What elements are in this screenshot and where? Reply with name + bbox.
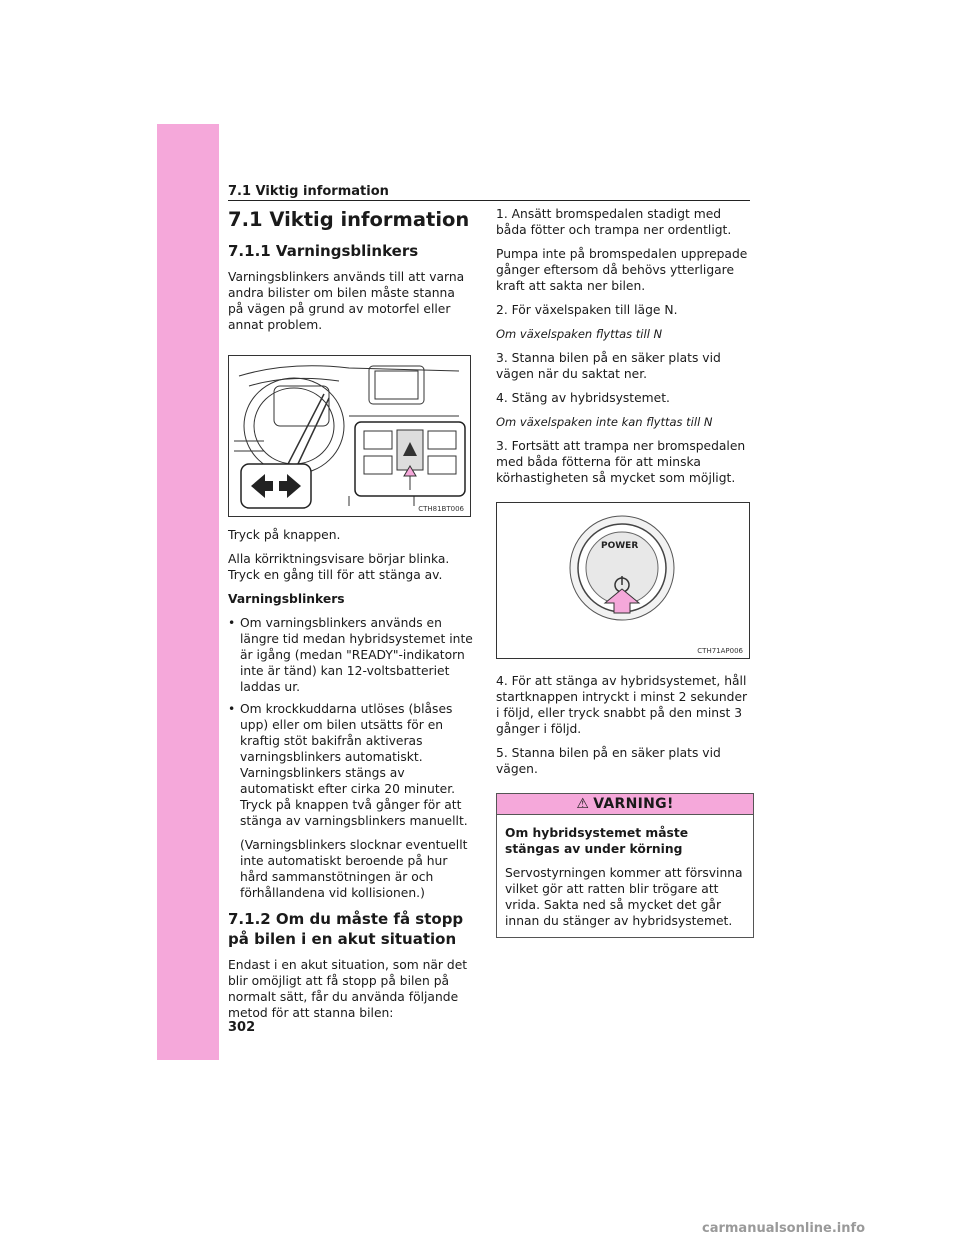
subsection-heading-emergency: 7.1.2 Om du måste få stopp på bilen i en akut situation	[228, 910, 464, 948]
step-1-note: Pumpa inte på bromspedalen upprepade gånger eftersom då behövs ytterligare kraft att sakta ner bilen.	[496, 247, 748, 293]
warning-header	[497, 794, 753, 815]
blink-instruction: Alla körriktningsvisare börjar blinka. Tryck en gång till för att stänga av.	[228, 552, 450, 582]
case-heading-not-n: Om växelspaken inte kan flyttas till N	[496, 415, 713, 429]
step-3-alt: 3. Fortsätt att trampa ner bromspedalen med båda fötterna för att minska körhastigheten så mycket som möjligt.	[496, 439, 746, 485]
warning-subtitle: Om hybridsystemet måste stängas av under körning	[505, 826, 689, 856]
warning-triangle-icon: ⚠	[576, 796, 590, 812]
hazard-button-figure	[228, 355, 471, 517]
power-button-figure	[496, 502, 750, 659]
warning-title: VARNING!	[593, 796, 674, 812]
subsection-heading-hazard: 7.1.1 Varningsblinkers	[228, 242, 419, 260]
step-2: 2. För växelspaken till läge N.	[496, 303, 678, 317]
emergency-intro: Endast i en akut situation, som när det blir omöjligt att få stopp på bilen på normalt sätt, får du använda följande metod för att stanna bilen:	[228, 958, 468, 1020]
press-instruction: Tryck på knappen.	[228, 528, 341, 542]
hazard-intro: Varningsblinkers används till att varna andra bilister om bilen måste stanna på vägen på grund av motorfel eller annat problem.	[228, 270, 465, 332]
power-button-illustration	[497, 503, 749, 658]
figure-code-label: CTH71AP006	[697, 647, 743, 655]
left-column	[228, 206, 473, 1029]
step-4-alt: 4. För att stänga av hybridsystemet, håll startknappen intryckt i minst 2 sekunder i följd, eller tryck snabbt på den minst 3 gånger i följd.	[496, 674, 748, 736]
side-tab-strip	[157, 124, 219, 1060]
bullet-note: (Varningsblinkers slocknar eventuellt inte automatiskt beroende på hur hård sammanstötningen är och förhållandena vid kollisionen.)	[240, 838, 468, 900]
section-heading: 7.1 Viktig information	[228, 208, 470, 231]
note-list	[228, 615, 473, 829]
list-item: • Om krockkuddarna utlöses (blåses upp) eller om bilen utsätts för en kraftig stöt bakifrån aktiveras varningsblinkers automatiskt. Varningsblinkers stängs av automatiskt efter cirka 20 minuter. Tryck på knappen två gånger för att stänga av varningsblinkers manuellt.	[228, 701, 473, 829]
step-4: 4. Stäng av hybridsystemet.	[496, 391, 670, 405]
watermark: carmanualsonline.info	[702, 1221, 866, 1236]
step-3: 3. Stanna bilen på en säker plats vid vägen när du saktat ner.	[496, 351, 721, 381]
step-5: 5. Stanna bilen på en säker plats vid vägen.	[496, 746, 721, 776]
list-item: • Om varningsblinkers används en längre tid medan hybridsystemet inte är igång (medan "READY"-indikatorn inte är tänd) kan 12-voltsbatteriet laddas ur.	[228, 615, 473, 695]
page-number: 302	[228, 1020, 256, 1035]
running-header	[228, 180, 750, 201]
warning-box	[496, 793, 754, 938]
warning-text: Servostyrningen kommer att försvinna vilket gör att ratten blir trögare att vrida. Sakta ned så mycket det går innan du stänger av hybridsystemet.	[505, 866, 743, 928]
step-1: 1. Ansätt bromspedalen stadigt med båda fötter och trampa ner ordentligt.	[496, 207, 732, 237]
right-column	[496, 206, 754, 938]
case-heading-n: Om växelspaken flyttas till N	[496, 327, 663, 341]
power-button-label: POWER	[601, 541, 639, 551]
note-subheading: Varningsblinkers	[228, 592, 345, 606]
figure-code-label: CTH81BT006	[418, 505, 464, 513]
dashboard-illustration	[229, 356, 470, 516]
header-section-label: 7.1 Viktig information	[228, 184, 389, 199]
